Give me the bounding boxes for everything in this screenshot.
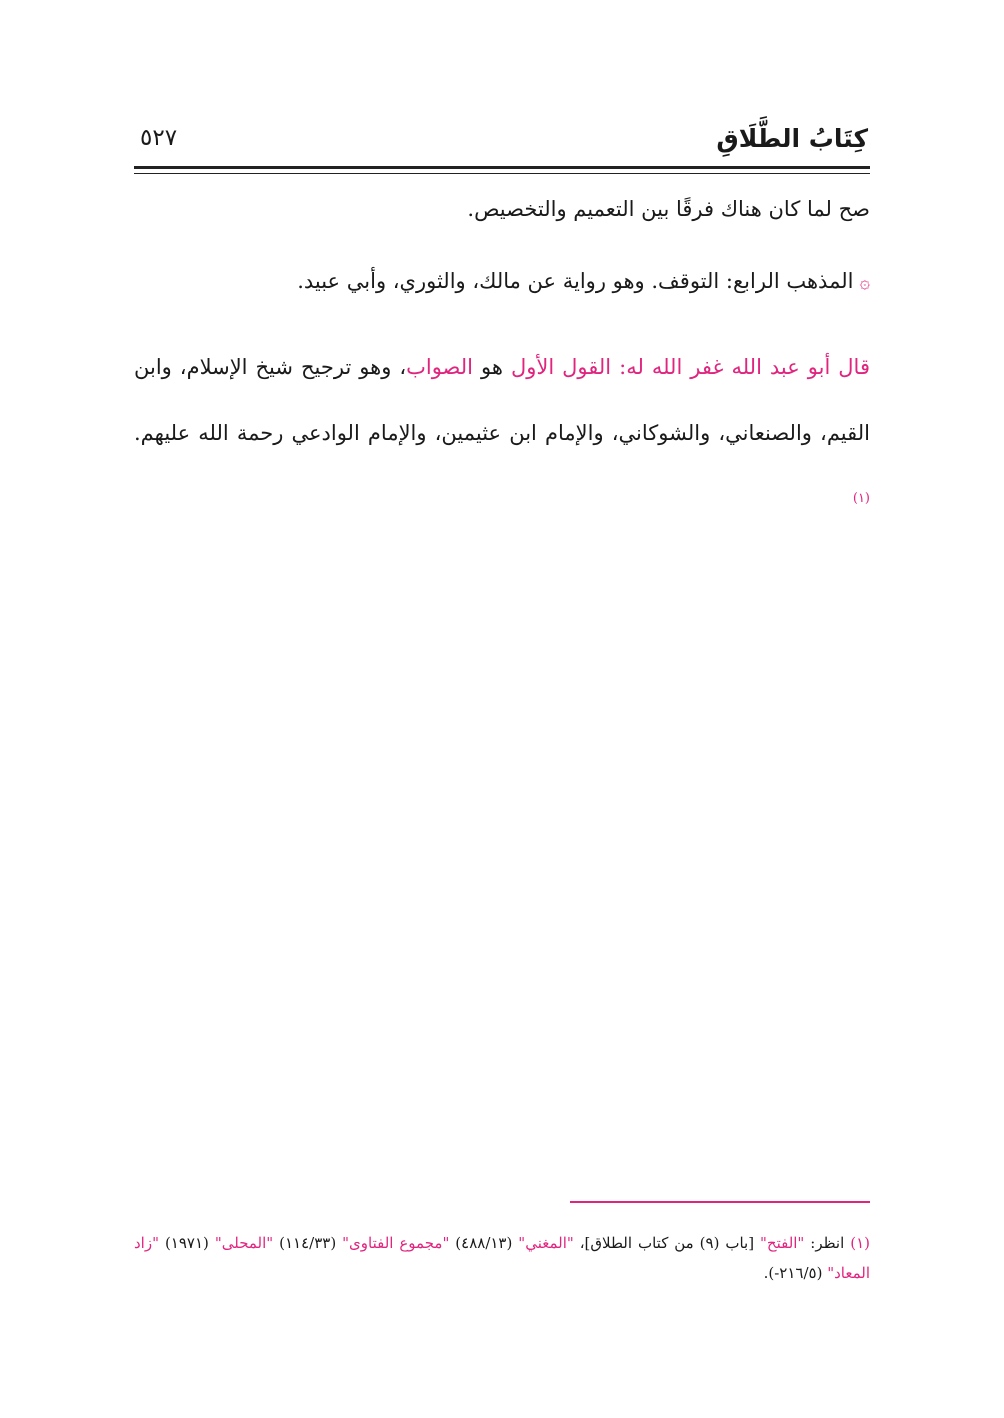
source-mughni: "المغني"	[518, 1234, 574, 1252]
source-mughni-ref: (٤٨٨/١٣)	[455, 1234, 513, 1252]
footnote-reference: (١)	[852, 491, 870, 506]
source-muhalla: "المحلى"	[214, 1234, 274, 1252]
fourth-school-text: المذهب الرابع: التوقف. وهو رواية عن مالك، والثوري، وأبي عبيد.	[297, 269, 854, 293]
source-majmu-ref: (١١٤/٣٣)	[279, 1234, 337, 1252]
source-zad-ref: (٢١٦/٥-).	[763, 1264, 823, 1282]
opinion-connector: هو	[481, 355, 503, 379]
header-rule-thin	[134, 173, 870, 174]
paragraph-author-opinion	[134, 334, 870, 538]
footnote-number: (١)	[850, 1234, 870, 1252]
source-fath-ref: [باب (٩) من كتاب الطلاق]،	[579, 1234, 755, 1252]
paragraph-fourth-school	[134, 262, 870, 302]
ornament-flower-icon: ۞	[859, 272, 870, 293]
paragraph-continuation: صح لما كان هناك فرقًا بين التعميم والتخصيص.	[467, 197, 870, 221]
page-number: ٥٢٧	[140, 125, 178, 151]
source-majmu: "مجموع الفتاوى"	[342, 1234, 450, 1252]
source-fath: "الفتح"	[760, 1234, 805, 1252]
header-rule-thick	[134, 166, 870, 169]
footnote-intro: انظر:	[810, 1234, 845, 1252]
first-opinion-label: القول الأول	[510, 355, 612, 379]
correct-label: الصواب	[406, 355, 474, 379]
running-header-title: كِتَابُ الطَّلَاقِ	[716, 124, 868, 153]
footnote	[134, 1228, 870, 1288]
opinion-supporters: ، وهو ترجيح شيخ الإسلام، وابن القيم، والصنعاني، والشوكاني، والإمام ابن عثيمين، والإمام الوادعي رحمة الله عليهم.	[134, 355, 870, 445]
footnote-separator	[570, 1201, 870, 1203]
source-muhalla-ref: (١٩٧١)	[164, 1234, 209, 1252]
author-attribution: قال أبو عبد الله غفر الله له:	[619, 355, 870, 379]
source-zad: "زاد المعاد"	[134, 1234, 870, 1282]
